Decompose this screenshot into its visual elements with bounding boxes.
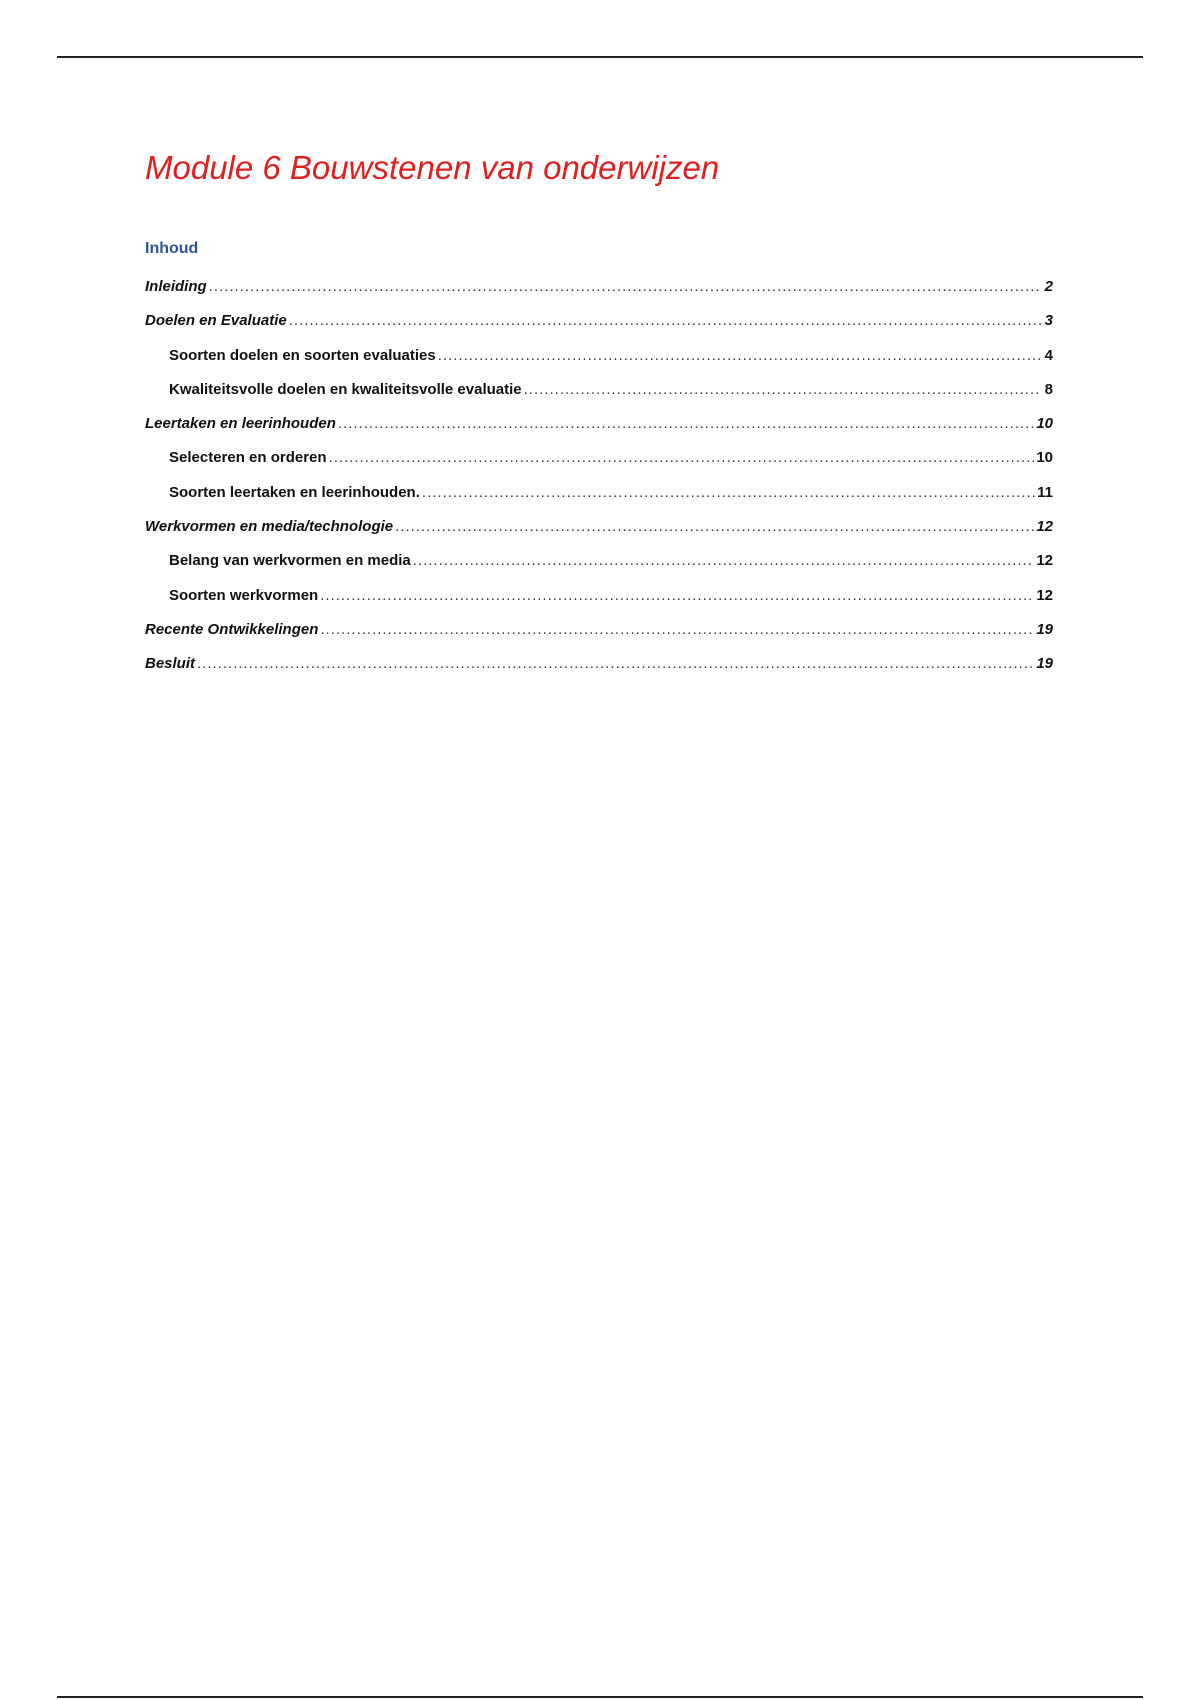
toc-dot-leader [438,344,1041,368]
toc-entry-label: Kwaliteitsvolle doelen en kwaliteitsvolle evaluatie [169,380,522,398]
toc-entry[interactable] [145,275,1053,309]
toc-entry-label: Selecteren en orderen [169,449,327,467]
toc-entry-label: Soorten leertaken en leerinhouden. [169,483,420,501]
toc-entry-page: 12 [1036,586,1053,604]
toc-entry-label: Doelen en Evaluatie [145,312,287,330]
header-rule [57,56,1143,58]
toc-dot-leader [320,618,1034,642]
footer-rule [57,1696,1143,1698]
toc-entry-label: Soorten doelen en soorten evaluaties [169,346,436,364]
toc-dot-leader [395,515,1034,539]
toc-entry-label: Recente Ontwikkelingen [145,620,319,638]
toc-entry-page: 3 [1044,312,1053,330]
toc-dot-leader [338,412,1034,436]
toc-entry-label: Werkvormen en media/technologie [145,518,394,536]
toc-entry-page: 19 [1036,620,1053,638]
document-title: Module 6 Bouwstenen van onderwijzen [145,149,720,186]
toc-entry-page: 12 [1036,518,1053,536]
toc-entry-page: 2 [1044,278,1053,295]
toc-entry-page: 10 [1036,449,1053,467]
toc-entry-page: 11 [1037,483,1053,501]
toc-entry-page: 12 [1036,552,1053,570]
toc-entry-page: 19 [1036,655,1053,673]
toc-entry[interactable] [145,378,1053,412]
toc-dot-leader [413,549,1035,573]
toc-entry-label: Belang van werkvormen en media [169,552,411,570]
toc-entry[interactable] [145,652,1053,686]
toc-entry[interactable] [145,344,1053,378]
toc-heading: Inhoud [145,240,199,257]
toc-entry-label: Leertaken en leerinhouden [145,415,336,433]
toc-dot-leader [422,481,1035,505]
toc-entry[interactable] [145,412,1053,446]
toc-entry-page: 4 [1044,346,1053,364]
toc-dot-leader [524,378,1041,402]
toc-entry-label: Soorten werkvormen [169,586,319,604]
toc-entry[interactable] [145,584,1053,618]
toc-entry[interactable] [145,309,1053,343]
toc-entry-page: 10 [1036,415,1053,433]
table-of-contents [145,275,1053,687]
toc-dot-leader [197,652,1034,676]
toc-entry-page: 8 [1044,380,1053,398]
toc-dot-leader [209,275,1041,299]
toc-dot-leader [289,309,1041,333]
toc-entry[interactable] [145,618,1053,652]
toc-entry[interactable] [145,481,1053,515]
toc-dot-leader [320,584,1034,608]
toc-entry-label: Inleiding [145,278,207,295]
toc-entry[interactable] [145,549,1053,583]
toc-entry[interactable] [145,515,1053,549]
toc-entry-label: Besluit [145,655,196,673]
toc-dot-leader [329,446,1035,470]
toc-entry[interactable] [145,446,1053,480]
